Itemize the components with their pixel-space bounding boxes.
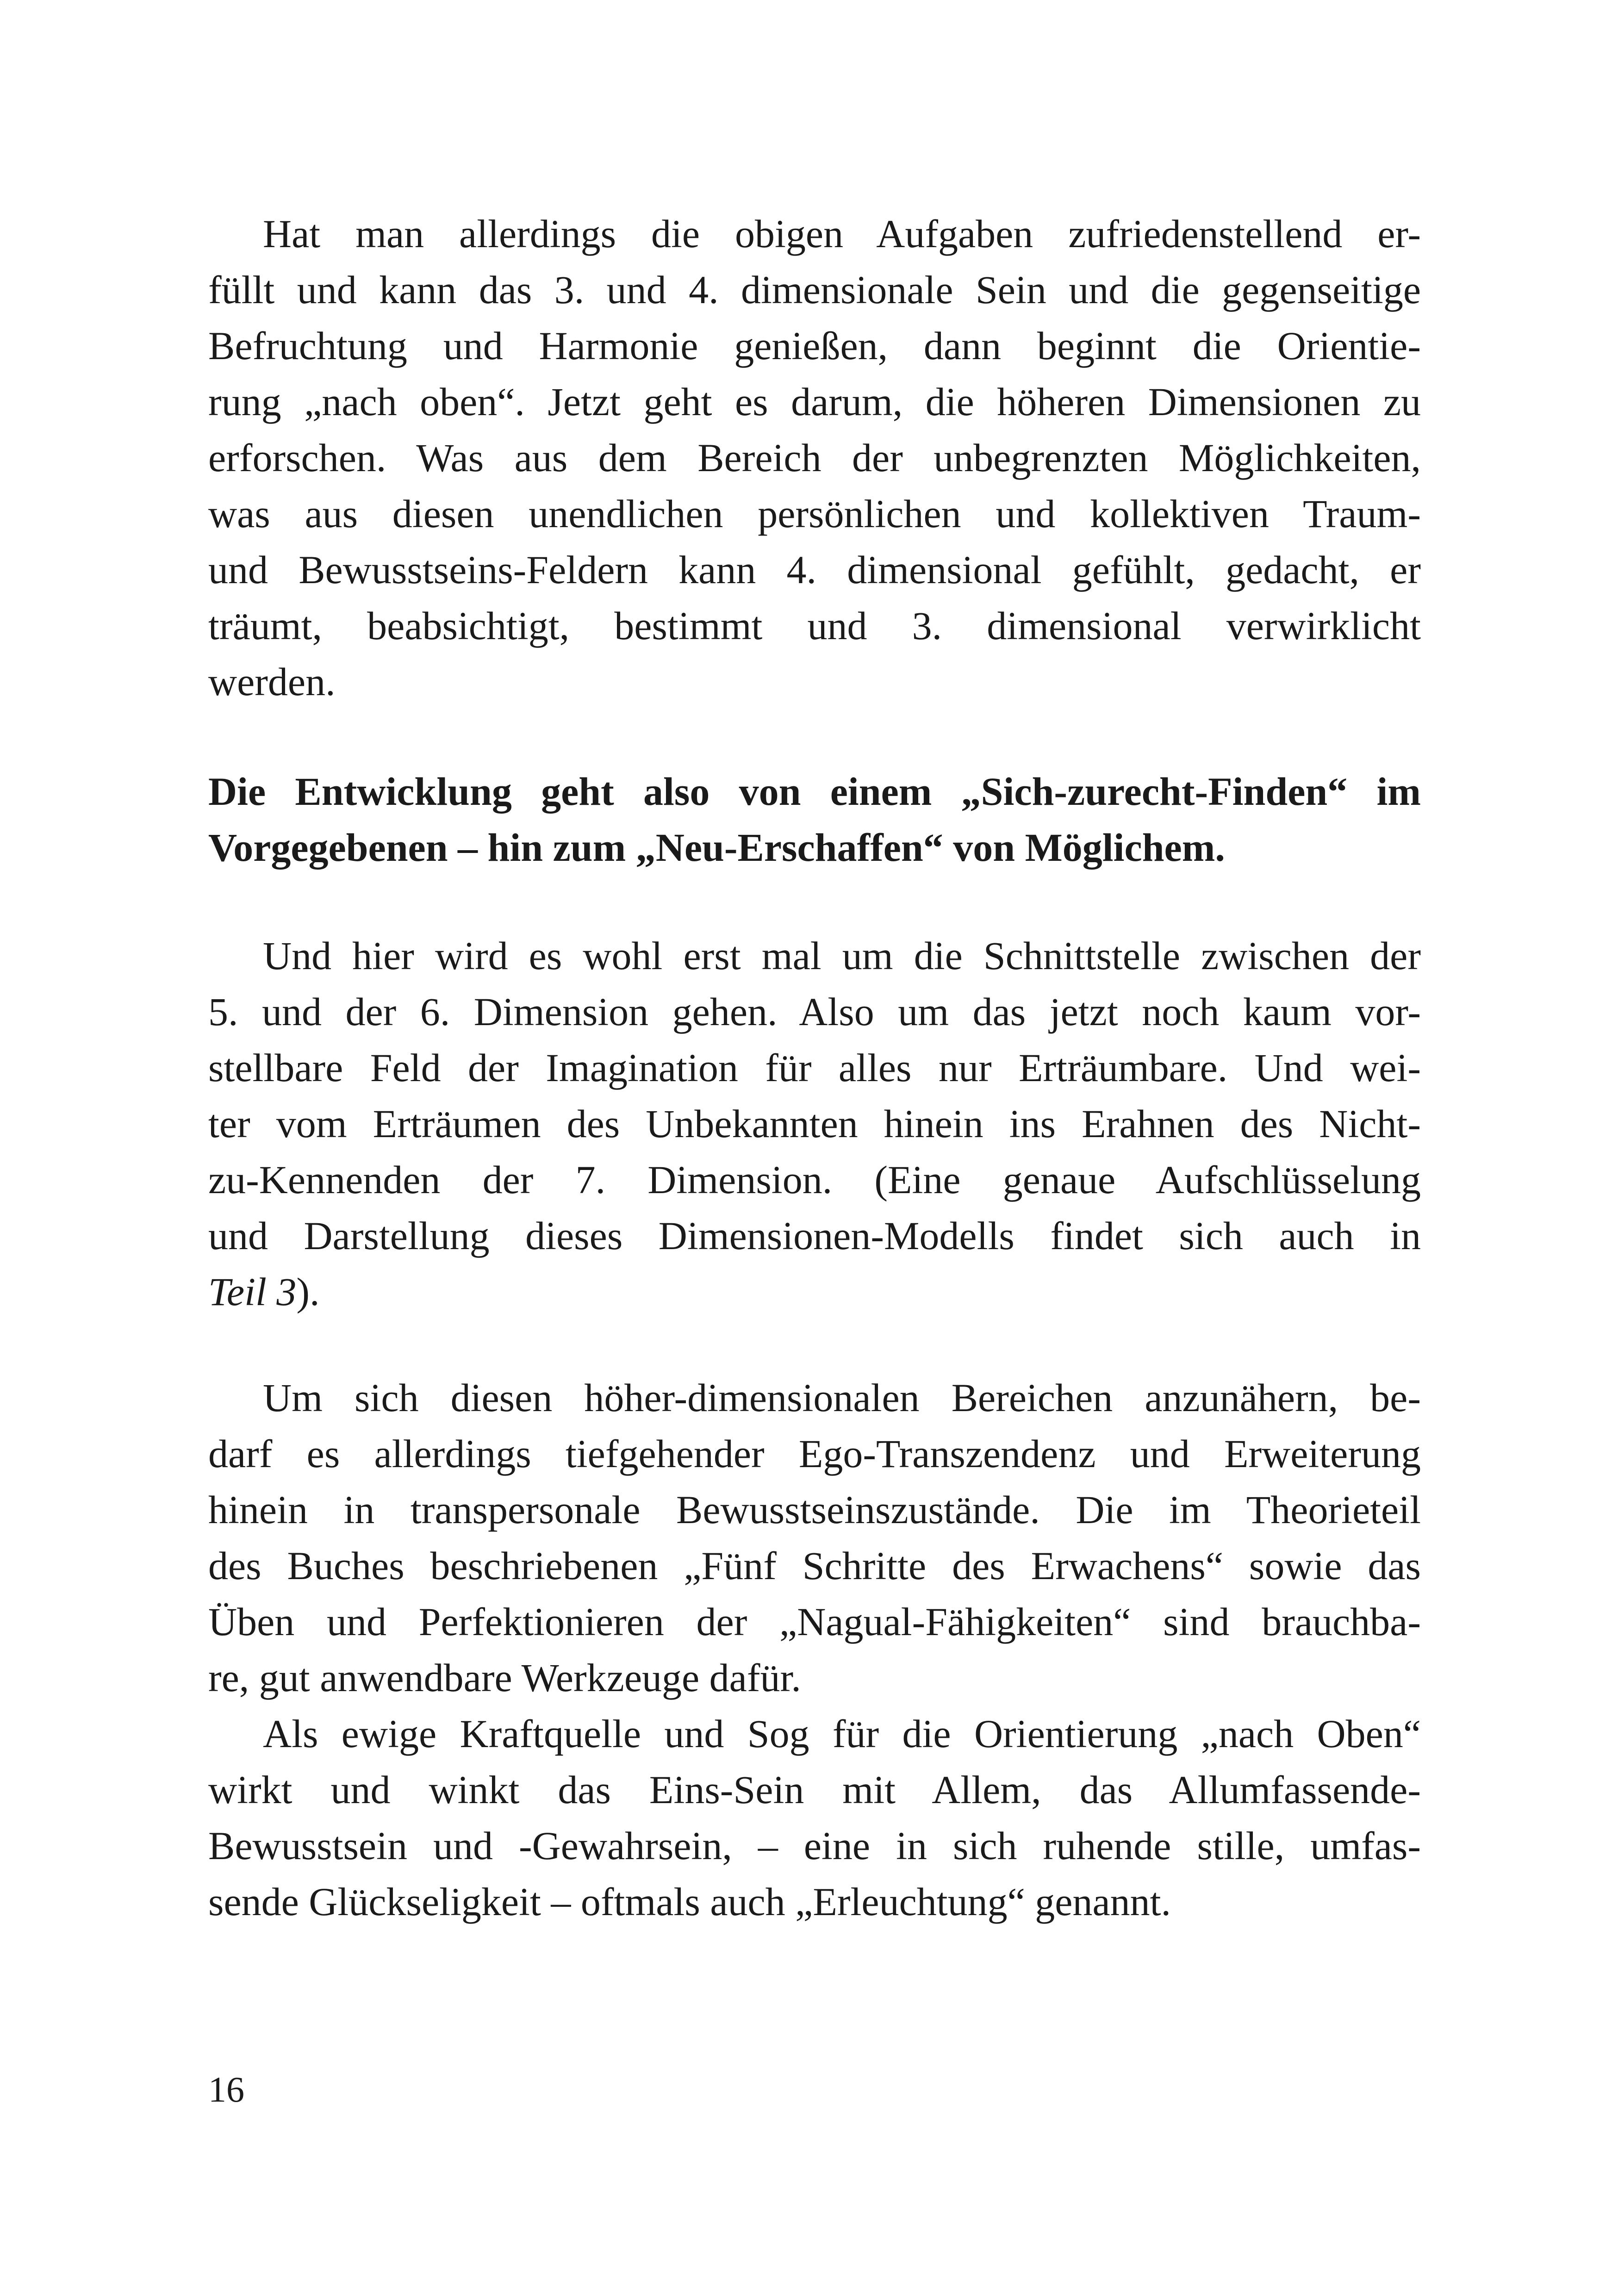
text-line: sende Glückseligkeit – oftmals auch „Erleuchtung“ genannt. [208, 1879, 1171, 1924]
italic-reference: Teil 3 [208, 1269, 297, 1314]
text-line: wirkt und winkt das Eins-Sein mit Allem, das Allumfassende- [208, 1767, 1421, 1812]
text-line: werden. [208, 660, 336, 704]
text-line: Und hier wird es wohl erst mal um die Schnittstelle zwischen der [263, 933, 1421, 978]
text-line [208, 1264, 1421, 1320]
text-line: erforschen. Was aus dem Bereich der unbegrenzten Möglichkeiten, [208, 436, 1421, 480]
text-line: darf es allerdings tiefgehender Ego-Transzendenz und Erweiterung [208, 1431, 1421, 1476]
text-line: zu-Kennenden der 7. Dimension. (Eine genaue Aufschlüsselung [208, 1157, 1421, 1202]
text-line: Vorgegebenen – hin zum „Neu-Erschaffen“ von Möglichem. [208, 825, 1225, 870]
paragraph-1 [208, 206, 1421, 710]
text-line: ter vom Erträumen des Unbekannten hinein ins Erahnen des Nicht- [208, 1101, 1421, 1146]
paragraph-3 [208, 928, 1421, 1320]
text-line: und Bewusstseins-Feldern kann 4. dimensional gefühlt, gedacht, er [208, 548, 1421, 592]
text-line: rung „nach oben“. Jetzt geht es darum, die höheren Dimensionen zu [208, 380, 1421, 424]
text-line: Als ewige Kraftquelle und Sog für die Orientierung „nach Oben“ [263, 1711, 1421, 1756]
text-line: träumt, beabsichtigt, bestimmt und 3. dimensional verwirklicht [208, 604, 1421, 648]
text-fragment: ). [296, 1269, 320, 1314]
paragraph-4 [208, 1370, 1421, 1706]
paragraph-5 [208, 1706, 1421, 1930]
page-number: 16 [208, 2069, 244, 2109]
text-line: was aus diesen unendlichen persönlichen und kollektiven Traum- [208, 492, 1421, 536]
text-line: und Darstellung dieses Dimensionen-Modells findet sich auch in [208, 1213, 1421, 1258]
text-line: stellbare Feld der Imagination für alles nur Erträumbare. Und wei- [208, 1045, 1421, 1090]
text-line: Üben und Perfektionieren der „Nagual-Fähigkeiten“ sind brauchba- [208, 1599, 1421, 1644]
text-line: füllt und kann das 3. und 4. dimensionale Sein und die gegenseitige [208, 268, 1421, 312]
text-line: des Buches beschriebenen „Fünf Schritte des Erwachens“ sowie das [208, 1543, 1421, 1588]
text-line: hinein in transpersonale Bewusstseinszustände. Die im Theorieteil [208, 1487, 1421, 1532]
text-line: Um sich diesen höher-dimensionalen Bereichen anzunähern, be- [263, 1375, 1421, 1420]
text-line: re, gut anwendbare Werkzeuge dafür. [208, 1655, 801, 1700]
text-line: Die Entwicklung geht also von einem „Sich-zurecht-Finden“ im [208, 769, 1421, 814]
text-line: Hat man allerdings die obigen Aufgaben zufriedenstellend er- [263, 212, 1421, 256]
paragraph-2-emphasis [208, 764, 1421, 876]
text-line: 5. und der 6. Dimension gehen. Also um das jetzt noch kaum vor- [208, 989, 1421, 1034]
text-line: Bewusstsein und -Gewahrsein, – eine in sich ruhende stille, umfas- [208, 1823, 1421, 1868]
text-line: Befruchtung und Harmonie genießen, dann beginnt die Orientie- [208, 324, 1421, 368]
